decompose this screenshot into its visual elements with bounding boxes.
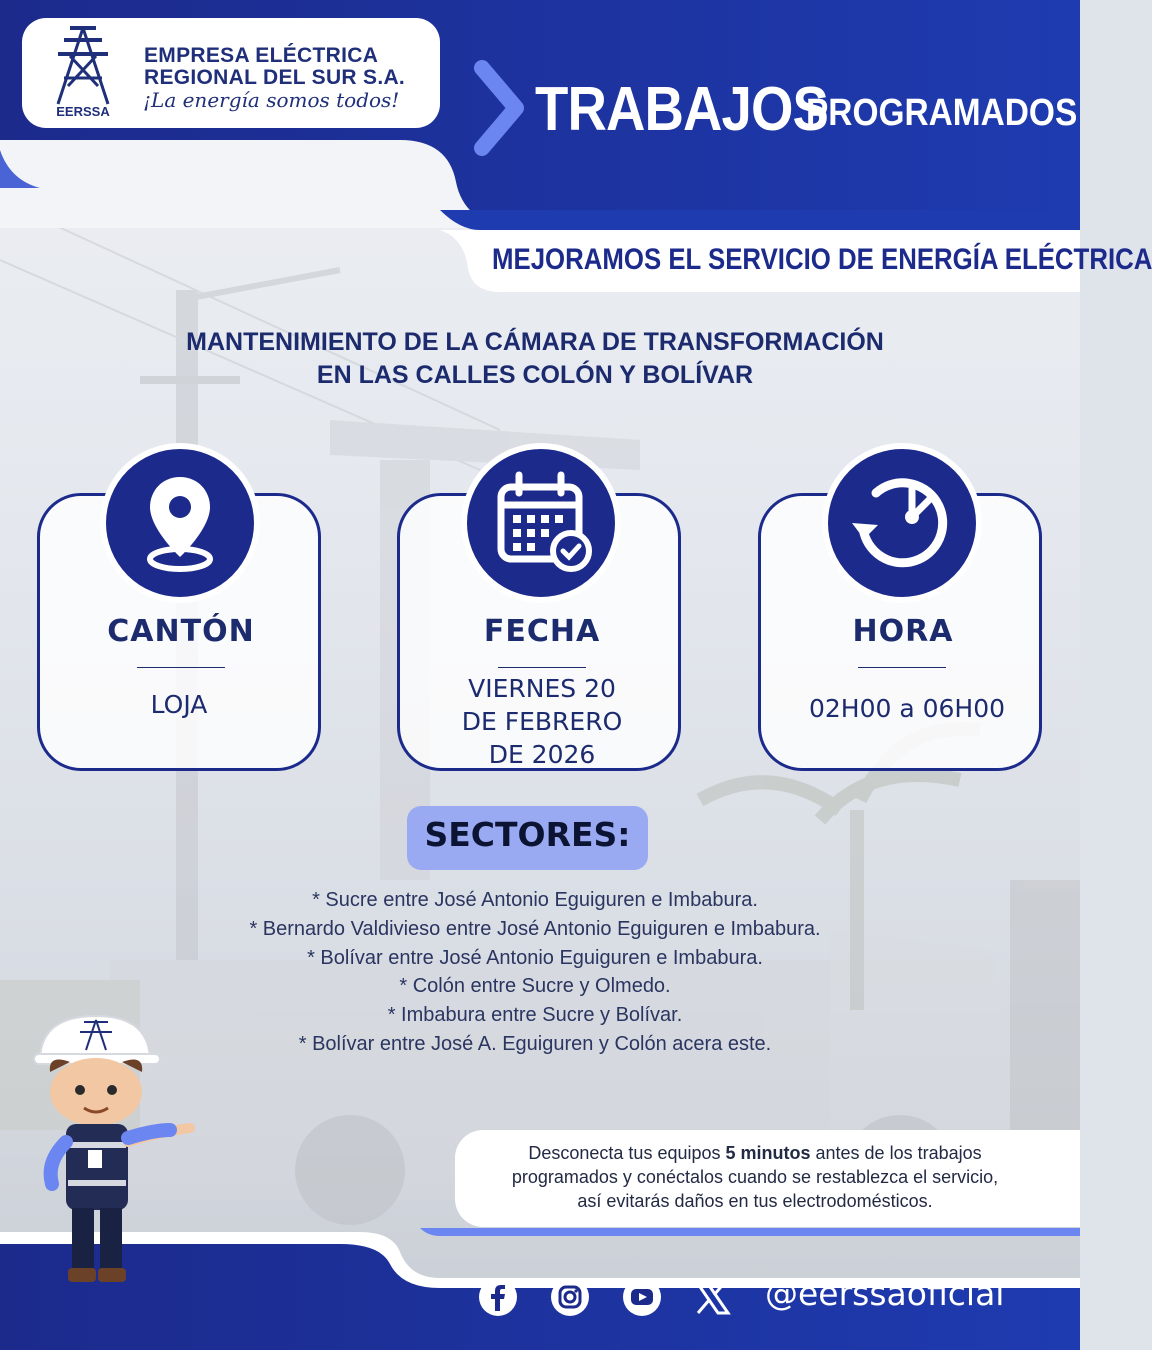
facebook-icon[interactable]	[478, 1277, 518, 1317]
hora-value: 02H00 a 06H00	[808, 694, 1006, 723]
card-label-fecha: FECHA	[483, 614, 601, 649]
fecha-value-line3: DE 2026	[488, 740, 596, 769]
logo-slogan: ¡La energía somos todos!	[143, 88, 400, 112]
notice-text-part: Desconecta tus equipos	[528, 1143, 726, 1163]
title-secondary: PROGRAMADOS	[806, 92, 1078, 134]
social-handle[interactable]: @eerssaoficial	[765, 1274, 1005, 1313]
sectors-label: SECTORES:	[424, 815, 631, 854]
x-icon[interactable]	[692, 1277, 732, 1317]
sector-item: * Bolívar entre José Antonio Eguiguren e Imbabura.	[307, 947, 763, 969]
headline-line1: MANTENIMIENTO DE LA CÁMARA DE TRANSFORMACIÓN	[186, 328, 884, 356]
notice-text-part: antes de los trabajos	[810, 1143, 982, 1163]
clock-history-icon	[822, 443, 982, 603]
sector-item: * Bernardo Valdivieso entre José Antonio Eguiguren e Imbabura.	[249, 918, 821, 940]
location-pin-icon	[100, 443, 260, 603]
instagram-icon[interactable]	[550, 1277, 590, 1317]
notice-text-bold: 5 minutos	[725, 1143, 811, 1163]
divider	[498, 667, 586, 668]
sector-item: * Sucre entre José Antonio Eguiguren e Imbabura.	[312, 889, 758, 911]
logo-company-line2: REGIONAL DEL SUR S.A.	[144, 66, 406, 89]
fecha-value-line2: DE FEBRERO	[461, 707, 623, 736]
calendar-check-icon	[461, 443, 621, 603]
headline-line2: EN LAS CALLES COLÓN Y BOLÍVAR	[316, 361, 754, 389]
sector-item: * Bolívar entre José A. Eguiguren y Colón acera este.	[298, 1033, 772, 1055]
notice-text-line2: programados y conéctalos cuando se restablezca el servicio,	[511, 1167, 999, 1187]
title-main: TRABAJOS	[535, 75, 829, 144]
notice-text	[460, 1141, 1050, 1213]
svg-text:EERSSA: EERSSA	[56, 104, 110, 119]
card-label-hora: HORA	[852, 614, 954, 649]
fecha-value-line1: VIERNES 20	[468, 674, 616, 703]
card-label-canton: CANTÓN	[107, 614, 255, 649]
divider	[137, 667, 225, 668]
tower-logo-icon	[40, 26, 126, 118]
divider	[858, 667, 946, 668]
sector-item: * Colón entre Sucre y Olmedo.	[399, 975, 671, 997]
logo-company-line1: EMPRESA ELÉCTRICA	[144, 44, 379, 67]
notice-text-line3: así evitarás daños en tus electrodomésticos.	[577, 1191, 933, 1211]
mascot-worker-illustration	[30, 1012, 210, 1302]
canton-value: LOJA	[150, 690, 208, 719]
youtube-icon[interactable]	[622, 1277, 662, 1317]
sector-item: * Imbabura entre Sucre y Bolívar.	[387, 1004, 683, 1026]
chevron-right-icon	[470, 60, 530, 156]
subtitle: MEJORAMOS EL SERVICIO DE ENERGÍA ELÉCTRICA	[492, 243, 1152, 276]
